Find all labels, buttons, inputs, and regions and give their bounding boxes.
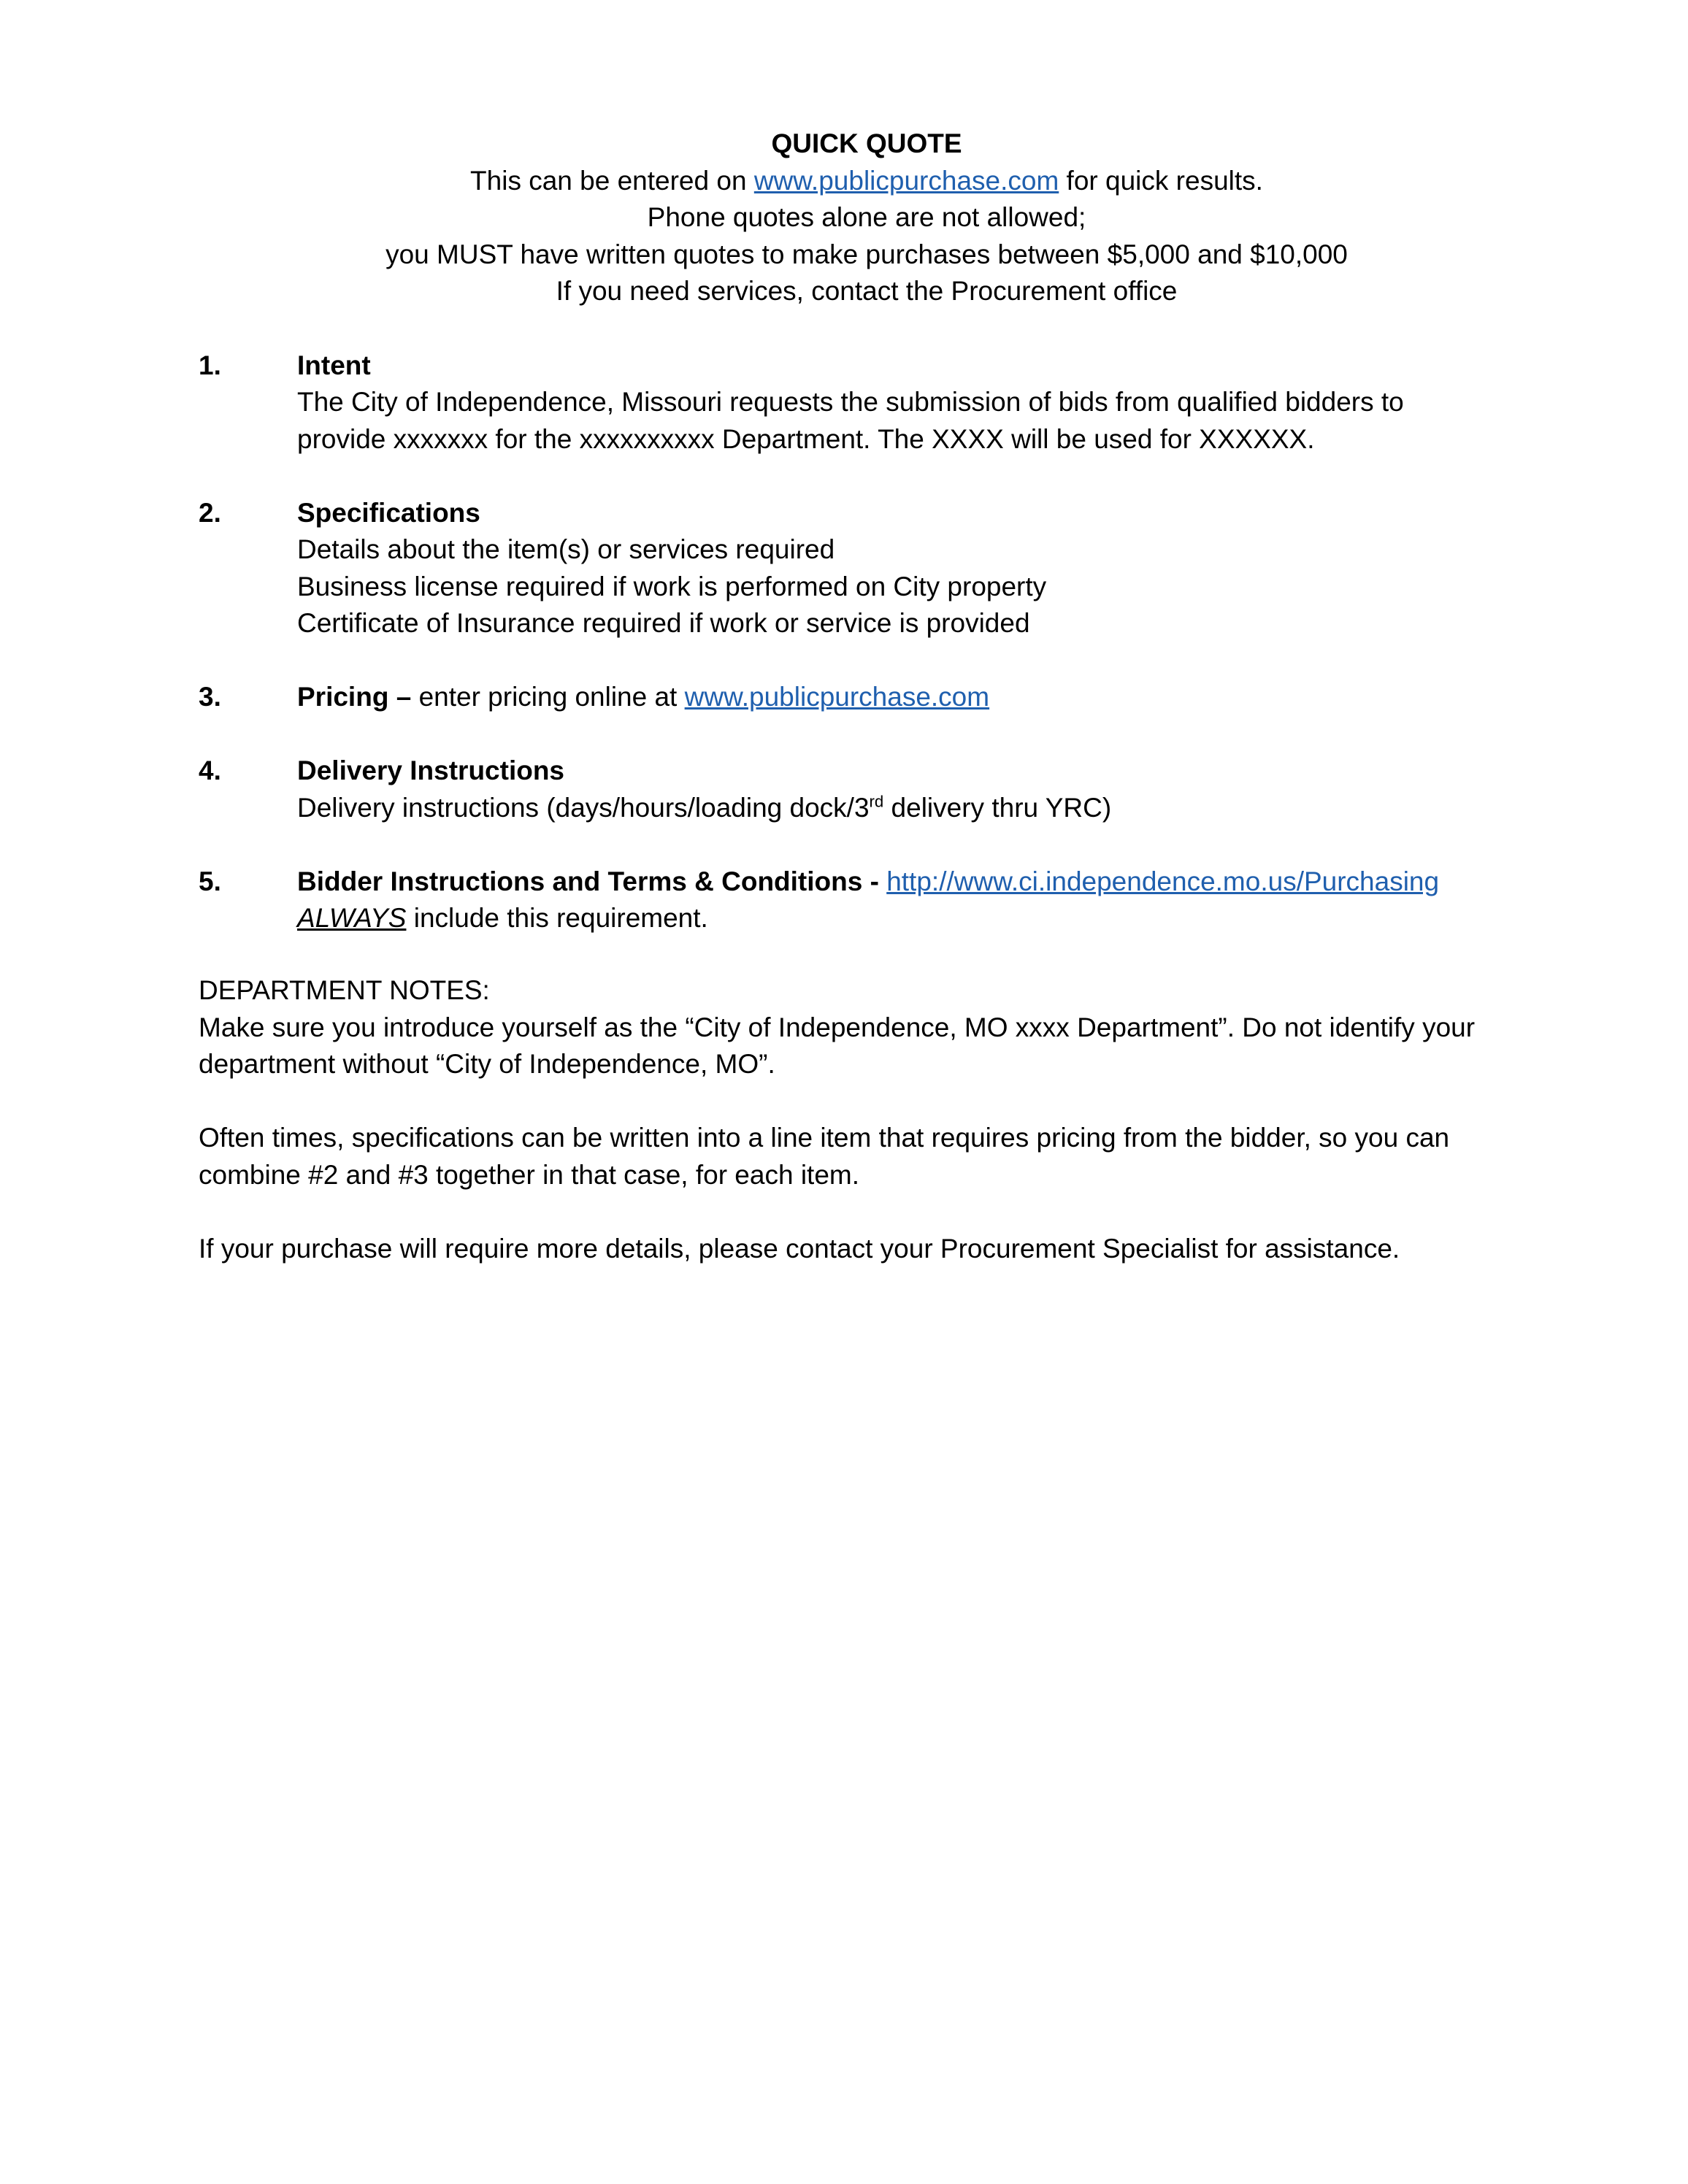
section-heading-dash: –	[388, 682, 419, 712]
section-number: 5.	[199, 866, 221, 896]
section-specifications	[199, 495, 1535, 642]
delivery-text-before: Delivery instructions (days/hours/loading dock/3	[297, 792, 870, 823]
notes-paragraph-3	[199, 1231, 1535, 1268]
section-heading: Intent	[297, 350, 371, 380]
notes-line: combine #2 and #3 together in that case, for each item.	[199, 1159, 860, 1190]
header-line-3: you MUST have written quotes to make purchases between $5,000 and $10,000	[385, 239, 1348, 269]
delivery-text-after: delivery thru YRC)	[883, 792, 1112, 823]
publicpurchase-link-header[interactable]: www.publicpurchase.com	[753, 165, 1059, 196]
section-line: Details about the item(s) or services required	[297, 534, 835, 564]
section-number: 3.	[199, 682, 221, 712]
requirement-text: include this requirement.	[406, 903, 708, 933]
header-line-1	[199, 163, 1535, 200]
notes-line: If your purchase will require more details, please contact your Procurement Specialist for assistance.	[199, 1233, 1400, 1264]
header-line-1-after: for quick results.	[1059, 165, 1263, 196]
section-number: 4.	[199, 755, 221, 785]
section-pricing	[199, 679, 1535, 716]
section-heading: Specifications	[297, 497, 480, 528]
document-title: QUICK QUOTE	[771, 128, 962, 158]
section-line: Business license required if work is performed on City property	[297, 571, 1047, 601]
document-header	[199, 126, 1535, 310]
section-heading: Pricing	[297, 682, 389, 712]
purchasing-terms-link[interactable]: http://www.ci.independence.mo.us/Purchasing	[886, 866, 1440, 896]
section-line	[297, 790, 1535, 827]
notes-line: Often times, specifications can be written into a line item that requires pricing from the bidder, so you can	[199, 1123, 1450, 1153]
section-line: Certificate of Insurance required if work or service is provided	[297, 608, 1030, 638]
section-number: 1.	[199, 350, 221, 380]
section-bidder-instructions	[199, 864, 1535, 937]
section-line: provide xxxxxxx for the xxxxxxxxxx Department. The XXXX will be used for XXXXXX.	[297, 423, 1315, 454]
section-line: The City of Independence, Missouri requests the submission of bids from qualified bidders to	[297, 387, 1404, 417]
section-delivery-instructions	[199, 753, 1535, 826]
notes-line: department without “City of Independence, MO”.	[199, 1049, 775, 1079]
section-text: enter pricing online at	[418, 682, 685, 712]
header-line-1-before: This can be entered on	[470, 165, 754, 196]
section-line	[297, 864, 1535, 901]
always-emphasis: ALWAYS	[297, 903, 407, 933]
ordinal-superscript: rd	[869, 792, 884, 811]
publicpurchase-link-pricing[interactable]: www.publicpurchase.com	[684, 682, 990, 712]
section-number: 2.	[199, 497, 221, 528]
notes-paragraph-2	[199, 1120, 1535, 1193]
department-notes	[199, 972, 1535, 1267]
numbered-sections	[199, 347, 1535, 937]
section-line	[297, 900, 1535, 937]
section-heading: Bidder Instructions and Terms & Conditions -	[297, 866, 879, 896]
section-intent	[199, 347, 1535, 458]
section-line	[297, 679, 1535, 716]
document-page	[199, 126, 1535, 1304]
notes-line: Make sure you introduce yourself as the “City of Independence, MO xxxx Department”. Do not identify your	[199, 1012, 1476, 1042]
header-line-2: Phone quotes alone are not allowed;	[647, 202, 1086, 232]
section-heading: Delivery Instructions	[297, 755, 565, 785]
header-line-4: If you need services, contact the Procurement office	[556, 276, 1178, 306]
notes-heading: DEPARTMENT NOTES:	[199, 975, 490, 1005]
notes-paragraph-1	[199, 1010, 1535, 1083]
